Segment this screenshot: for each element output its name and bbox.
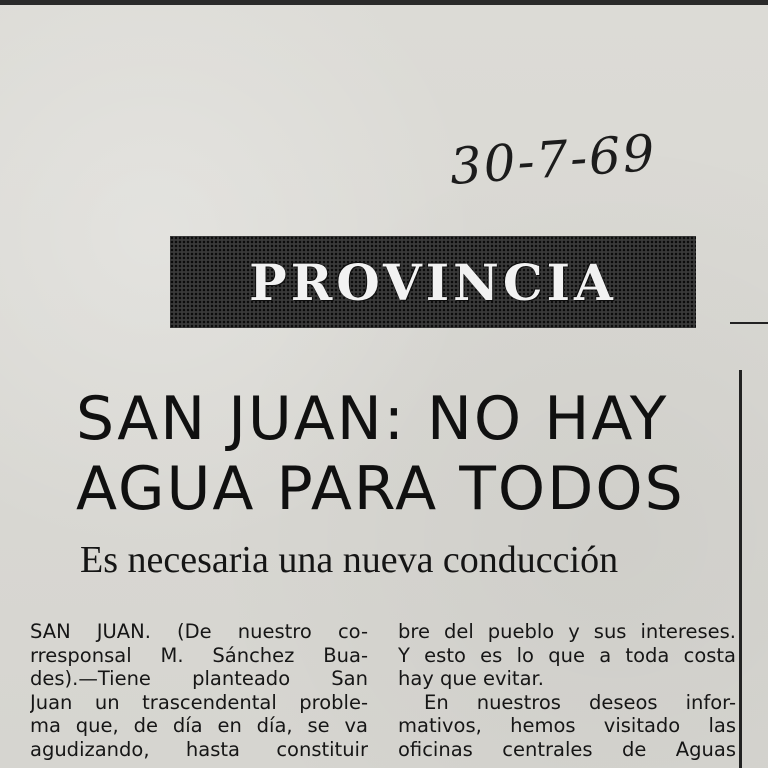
article-line: bre del pueblo y sus intereses. bbox=[398, 620, 736, 643]
article-line: Y esto es lo que a toda costa bbox=[398, 643, 736, 667]
article-line: Juan un trascendental proble- bbox=[30, 690, 368, 714]
article-column-left bbox=[30, 620, 368, 761]
article-line: SAN JUAN. (De nuestro co- bbox=[30, 620, 368, 643]
subheadline: Es necesaria una nueva conducción bbox=[80, 539, 619, 581]
article-line: des).—Tiene planteado San bbox=[30, 667, 368, 690]
article-line: ma que, de día en día, se va bbox=[30, 714, 368, 737]
article-column-right bbox=[398, 620, 736, 761]
headline-line-1: SAN JUAN: NO HAY bbox=[76, 384, 669, 454]
article-line: rresponsal M. Sánchez Bua- bbox=[30, 643, 368, 667]
article-line: oficinas centrales de Aguas bbox=[398, 737, 736, 761]
article-line: En nuestros deseos infor- bbox=[424, 690, 736, 714]
handwritten-date: 30-7-69 bbox=[447, 123, 659, 196]
section-banner-label: PROVINCIA bbox=[249, 252, 617, 312]
clipping-top-edge bbox=[0, 0, 768, 5]
article-line: hay que evitar. bbox=[398, 667, 544, 690]
article-line: agudizando, hasta constituir bbox=[30, 737, 368, 761]
headline bbox=[76, 384, 736, 524]
article-line: mativos, hemos visitado las bbox=[398, 714, 736, 737]
column-rule-horizontal bbox=[730, 322, 768, 324]
headline-line-2: AGUA PARA TODOS bbox=[76, 454, 685, 524]
section-banner bbox=[170, 236, 696, 328]
